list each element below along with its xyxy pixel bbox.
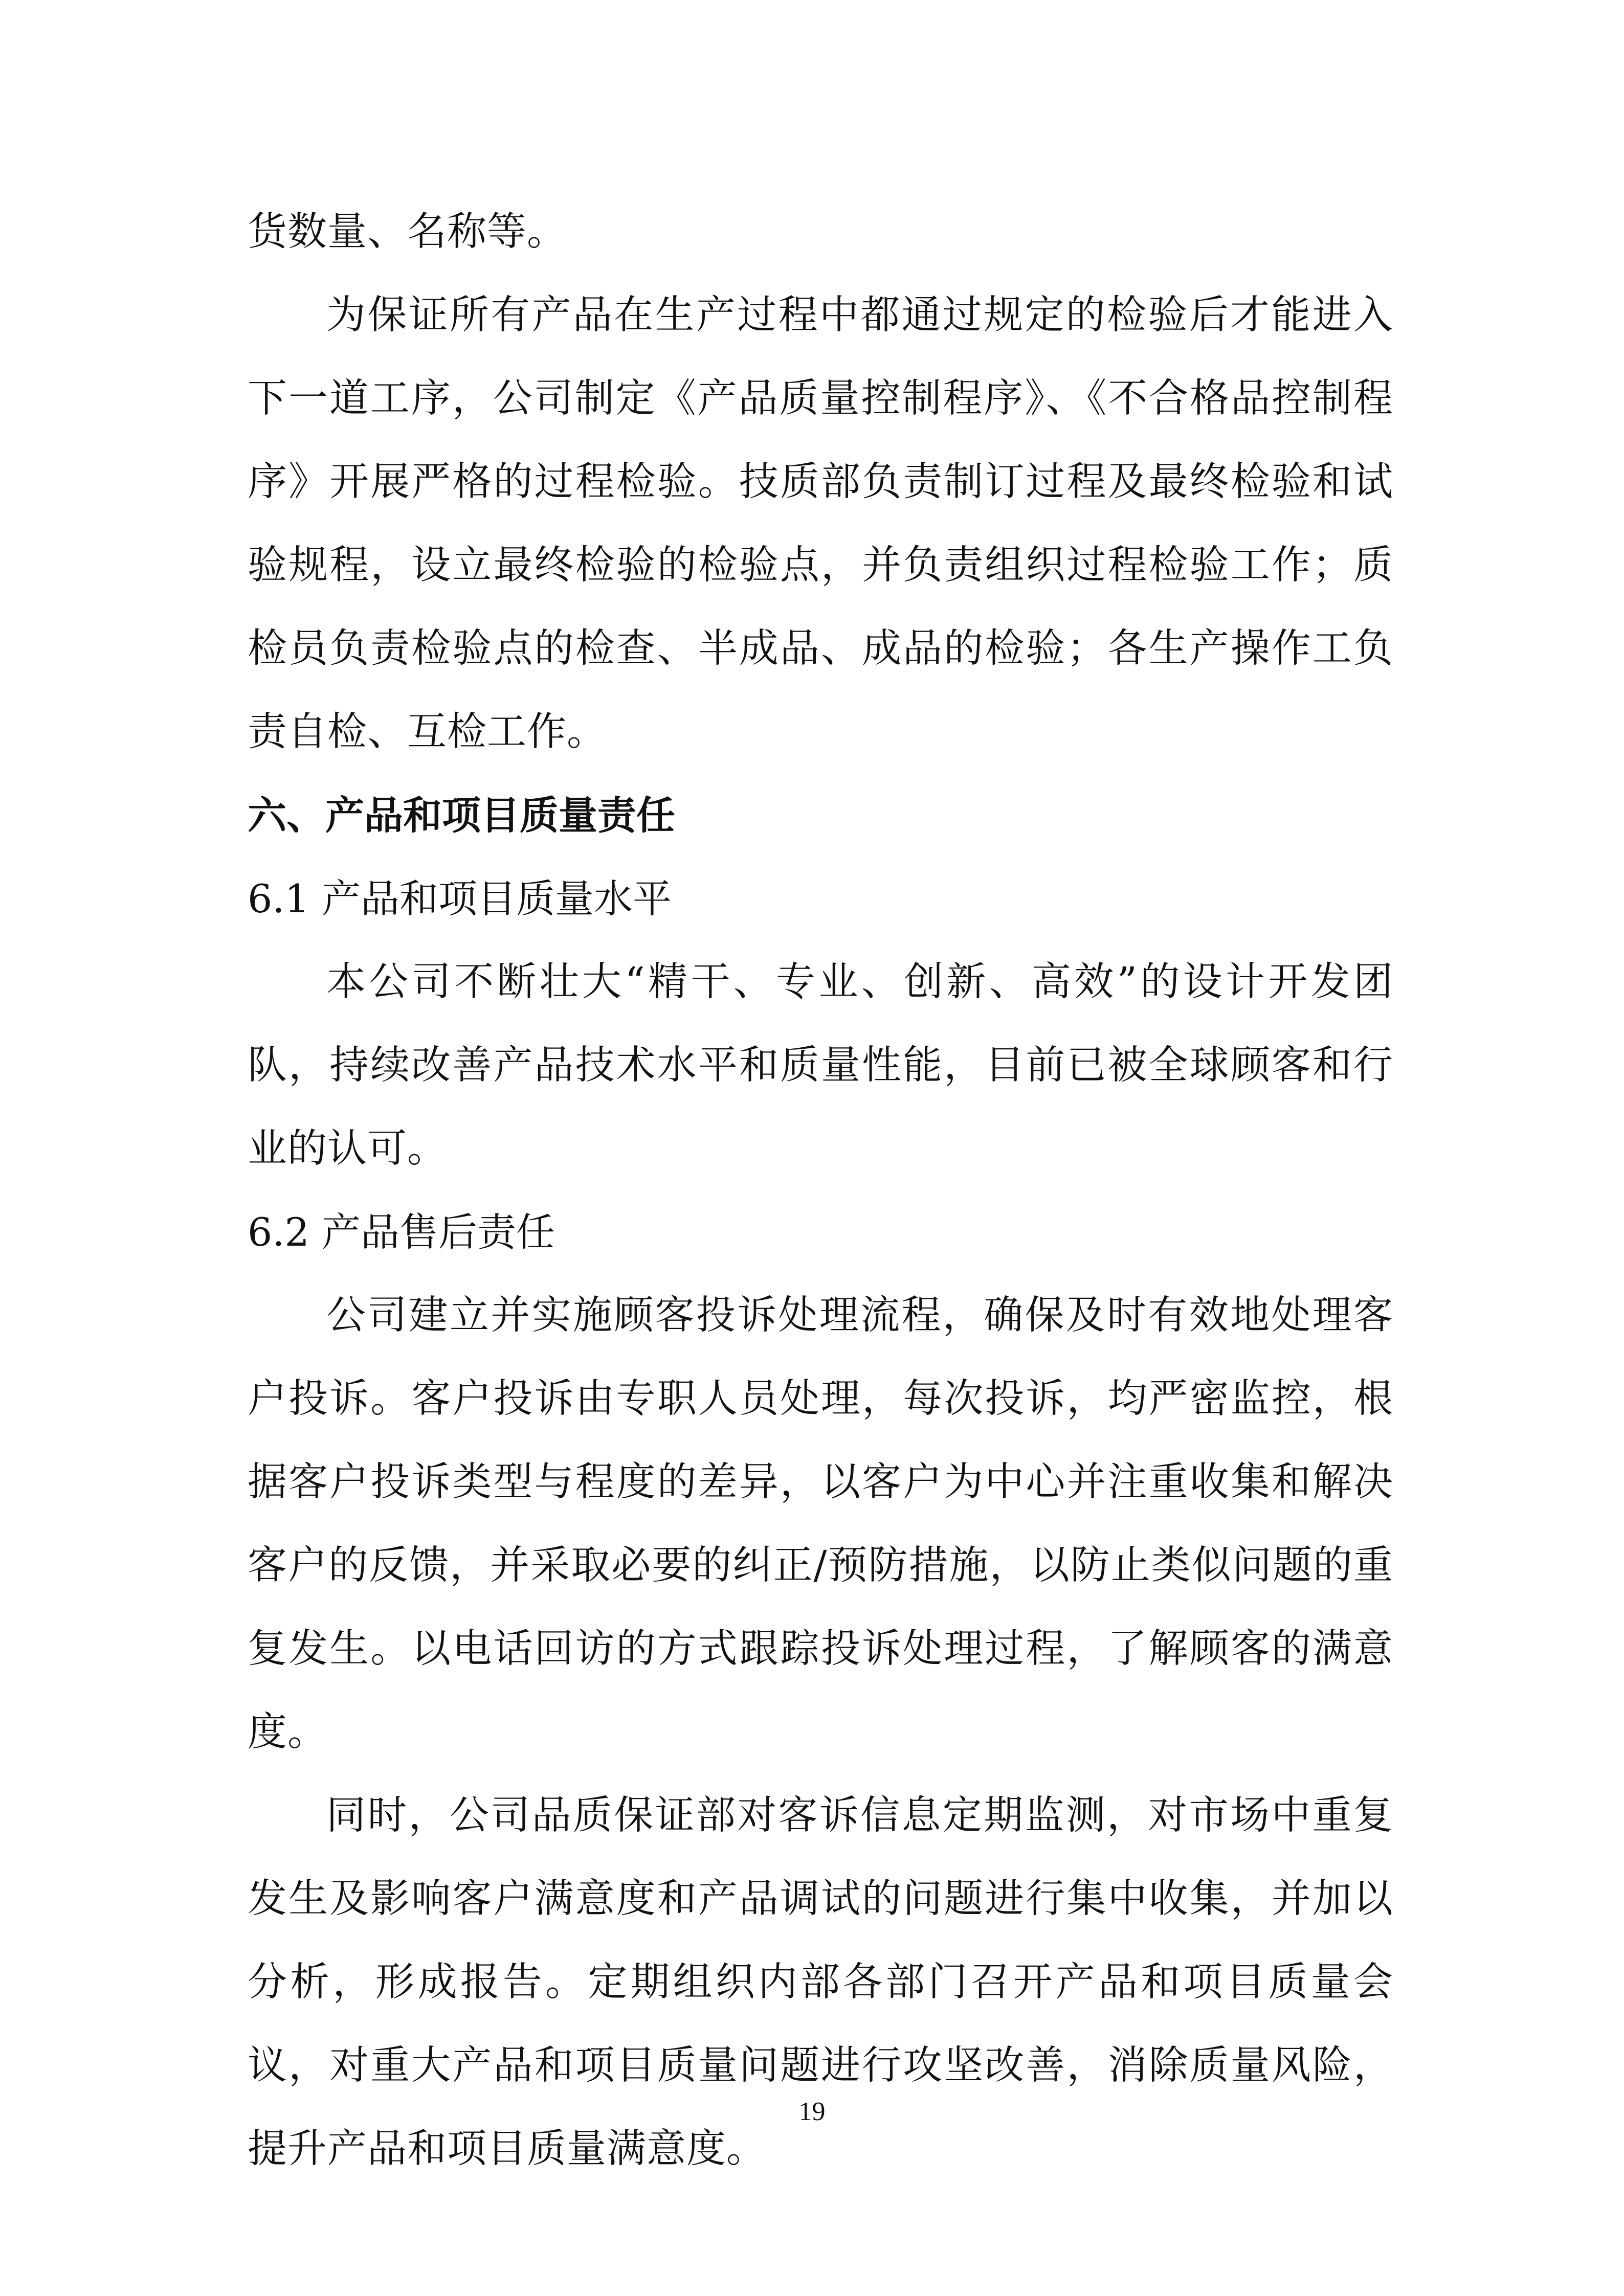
- document-body: [248, 190, 1393, 2191]
- section-heading-quality-responsibility: 六、产品和项目质量责任: [248, 793, 675, 838]
- paragraph-quality-monitoring: 同时，公司品质保证部对客诉信息定期监测，对市场中重复发生及影响客户满意度和产品调试的问题进行集中收集，并加以分析，形成报告。定期组织内部各部门召开产品和项目质量会议，对重大产品和项目质量问题进行攻坚改善，消除质量风险，提升产品和项目质量满意度。: [248, 1793, 1393, 2172]
- subsection-heading-after-sales: 6.2 产品售后责任: [248, 1209, 555, 1255]
- subsection-heading-quality-level: 6.1 产品和项目质量水平: [248, 876, 672, 921]
- paragraph-continuation: 货数量、名称等。: [248, 209, 567, 255]
- paragraph-process-inspection: 为保证所有产品在生产过程中都通过规定的检验后才能进入下一道工序，公司制定《产品质量控制程序》、《不合格品控制程序》开展严格的过程检验。技质部负责制订过程及最终检验和试验规程，设立最终检验的检验点，并负责组织过程检验工作；质检员负责检验点的检查、半成品、成品的检验；各生产操作工负责自检、互检工作。: [248, 292, 1393, 755]
- paragraph-complaint-handling: 公司建立并实施顾客投诉处理流程，确保及时有效地处理客户投诉。客户投诉由专职人员处理，每次投诉，均严密监控，根据客户投诉类型与程度的差异，以客户为中心并注重收集和解决客户的反馈，并采取必要的纠正/预防措施，以防止类似问题的重复发生。以电话回访的方式跟踪投诉处理过程，了解顾客的满意度。: [248, 1293, 1393, 1755]
- page-number: 19: [798, 2097, 826, 2126]
- paragraph-quality-level: 本公司不断壮大“精干、专业、创新、高效”的设计开发团队，持续改善产品技术水平和质量性能，目前已被全球顾客和行业的认可。: [248, 959, 1393, 1172]
